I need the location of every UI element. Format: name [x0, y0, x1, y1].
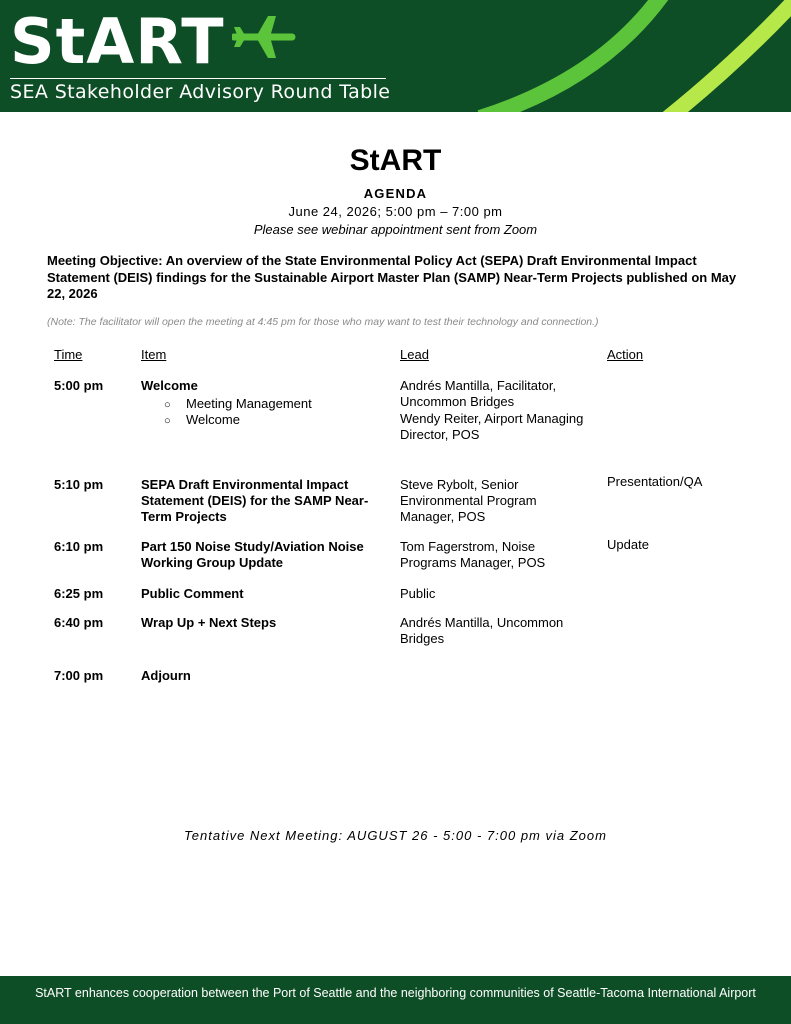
row-lead: Andrés Mantilla, Facilitator, Uncommon Bridges	[400, 378, 557, 409]
agenda-label: AGENDA	[363, 186, 428, 201]
column-header-action: Action	[607, 347, 644, 362]
logo-text: StART	[10, 5, 225, 78]
row-lead: Public	[400, 586, 436, 601]
row-lead: Andrés Mantilla, Uncommon Bridges	[400, 615, 564, 646]
row-item: Part 150 Noise Study/Aviation Noise Working Group Update	[141, 539, 364, 570]
row-time: 5:00 pm	[54, 378, 104, 393]
column-header-item: Item	[141, 347, 167, 362]
list-item	[164, 412, 240, 429]
row-time: 5:10 pm	[54, 477, 104, 492]
tagline: SEA Stakeholder Advisory Round Table	[10, 81, 391, 103]
row-item: SEPA Draft Environmental Impact Statement (DEIS) for the SAMP Near-Term Projects	[141, 477, 369, 524]
column-header-lead: Lead	[400, 347, 429, 362]
row-item: Public Comment	[141, 586, 244, 601]
row-action: Update	[607, 537, 649, 552]
footer-text: StART enhances cooperation between the Port of Seattle and the neighboring communities of Seattle-Tacoma International Airport	[35, 986, 756, 1000]
row-time: 6:40 pm	[54, 615, 104, 630]
row-lead-secondary: Wendy Reiter, Airport Managing Director, POS	[400, 411, 584, 442]
row-item: Wrap Up + Next Steps	[141, 615, 277, 630]
document-title: StART	[349, 144, 442, 177]
subitem-label: Welcome	[186, 412, 240, 427]
row-action: Presentation/QA	[607, 474, 703, 489]
row-lead: Steve Rybolt, Senior Environmental Program Manager, POS	[400, 477, 537, 524]
facilitator-note: (Note: The facilitator will open the meeting at 4:45 pm for those who may want to test their technology and connection.)	[47, 316, 599, 328]
list-item	[164, 396, 312, 413]
next-meeting-note: Tentative Next Meeting: AUGUST 26 - 5:00 - 7:00 pm via Zoom	[184, 828, 607, 843]
subitem-label: Meeting Management	[186, 396, 312, 411]
row-time: 6:10 pm	[54, 539, 104, 554]
row-item: Adjourn	[141, 668, 191, 683]
airplane-icon	[232, 14, 296, 60]
header-banner	[0, 0, 791, 112]
meeting-objective: Meeting Objective: An overview of the State Environmental Policy Act (SEPA) Draft Environmental Impact Statement (DEIS) findings for the Sustainable Airport Master Plan (SAMP) Near-Term Projects published on May 22, 2026	[47, 253, 737, 301]
row-item: Welcome	[141, 378, 198, 393]
bullet-icon: ○	[164, 415, 171, 427]
bullet-icon: ○	[164, 399, 171, 411]
column-header-time: Time	[54, 347, 83, 362]
zoom-note: Please see webinar appointment sent from Zoom	[253, 222, 538, 237]
row-lead: Tom Fagerstrom, Noise Programs Manager, POS	[400, 539, 546, 570]
meeting-date: June 24, 2026; 5:00 pm – 7:00 pm	[288, 204, 503, 219]
footer-bar	[0, 976, 791, 1024]
logo-divider	[10, 78, 386, 79]
row-time: 7:00 pm	[54, 668, 104, 683]
row-time: 6:25 pm	[54, 586, 104, 601]
